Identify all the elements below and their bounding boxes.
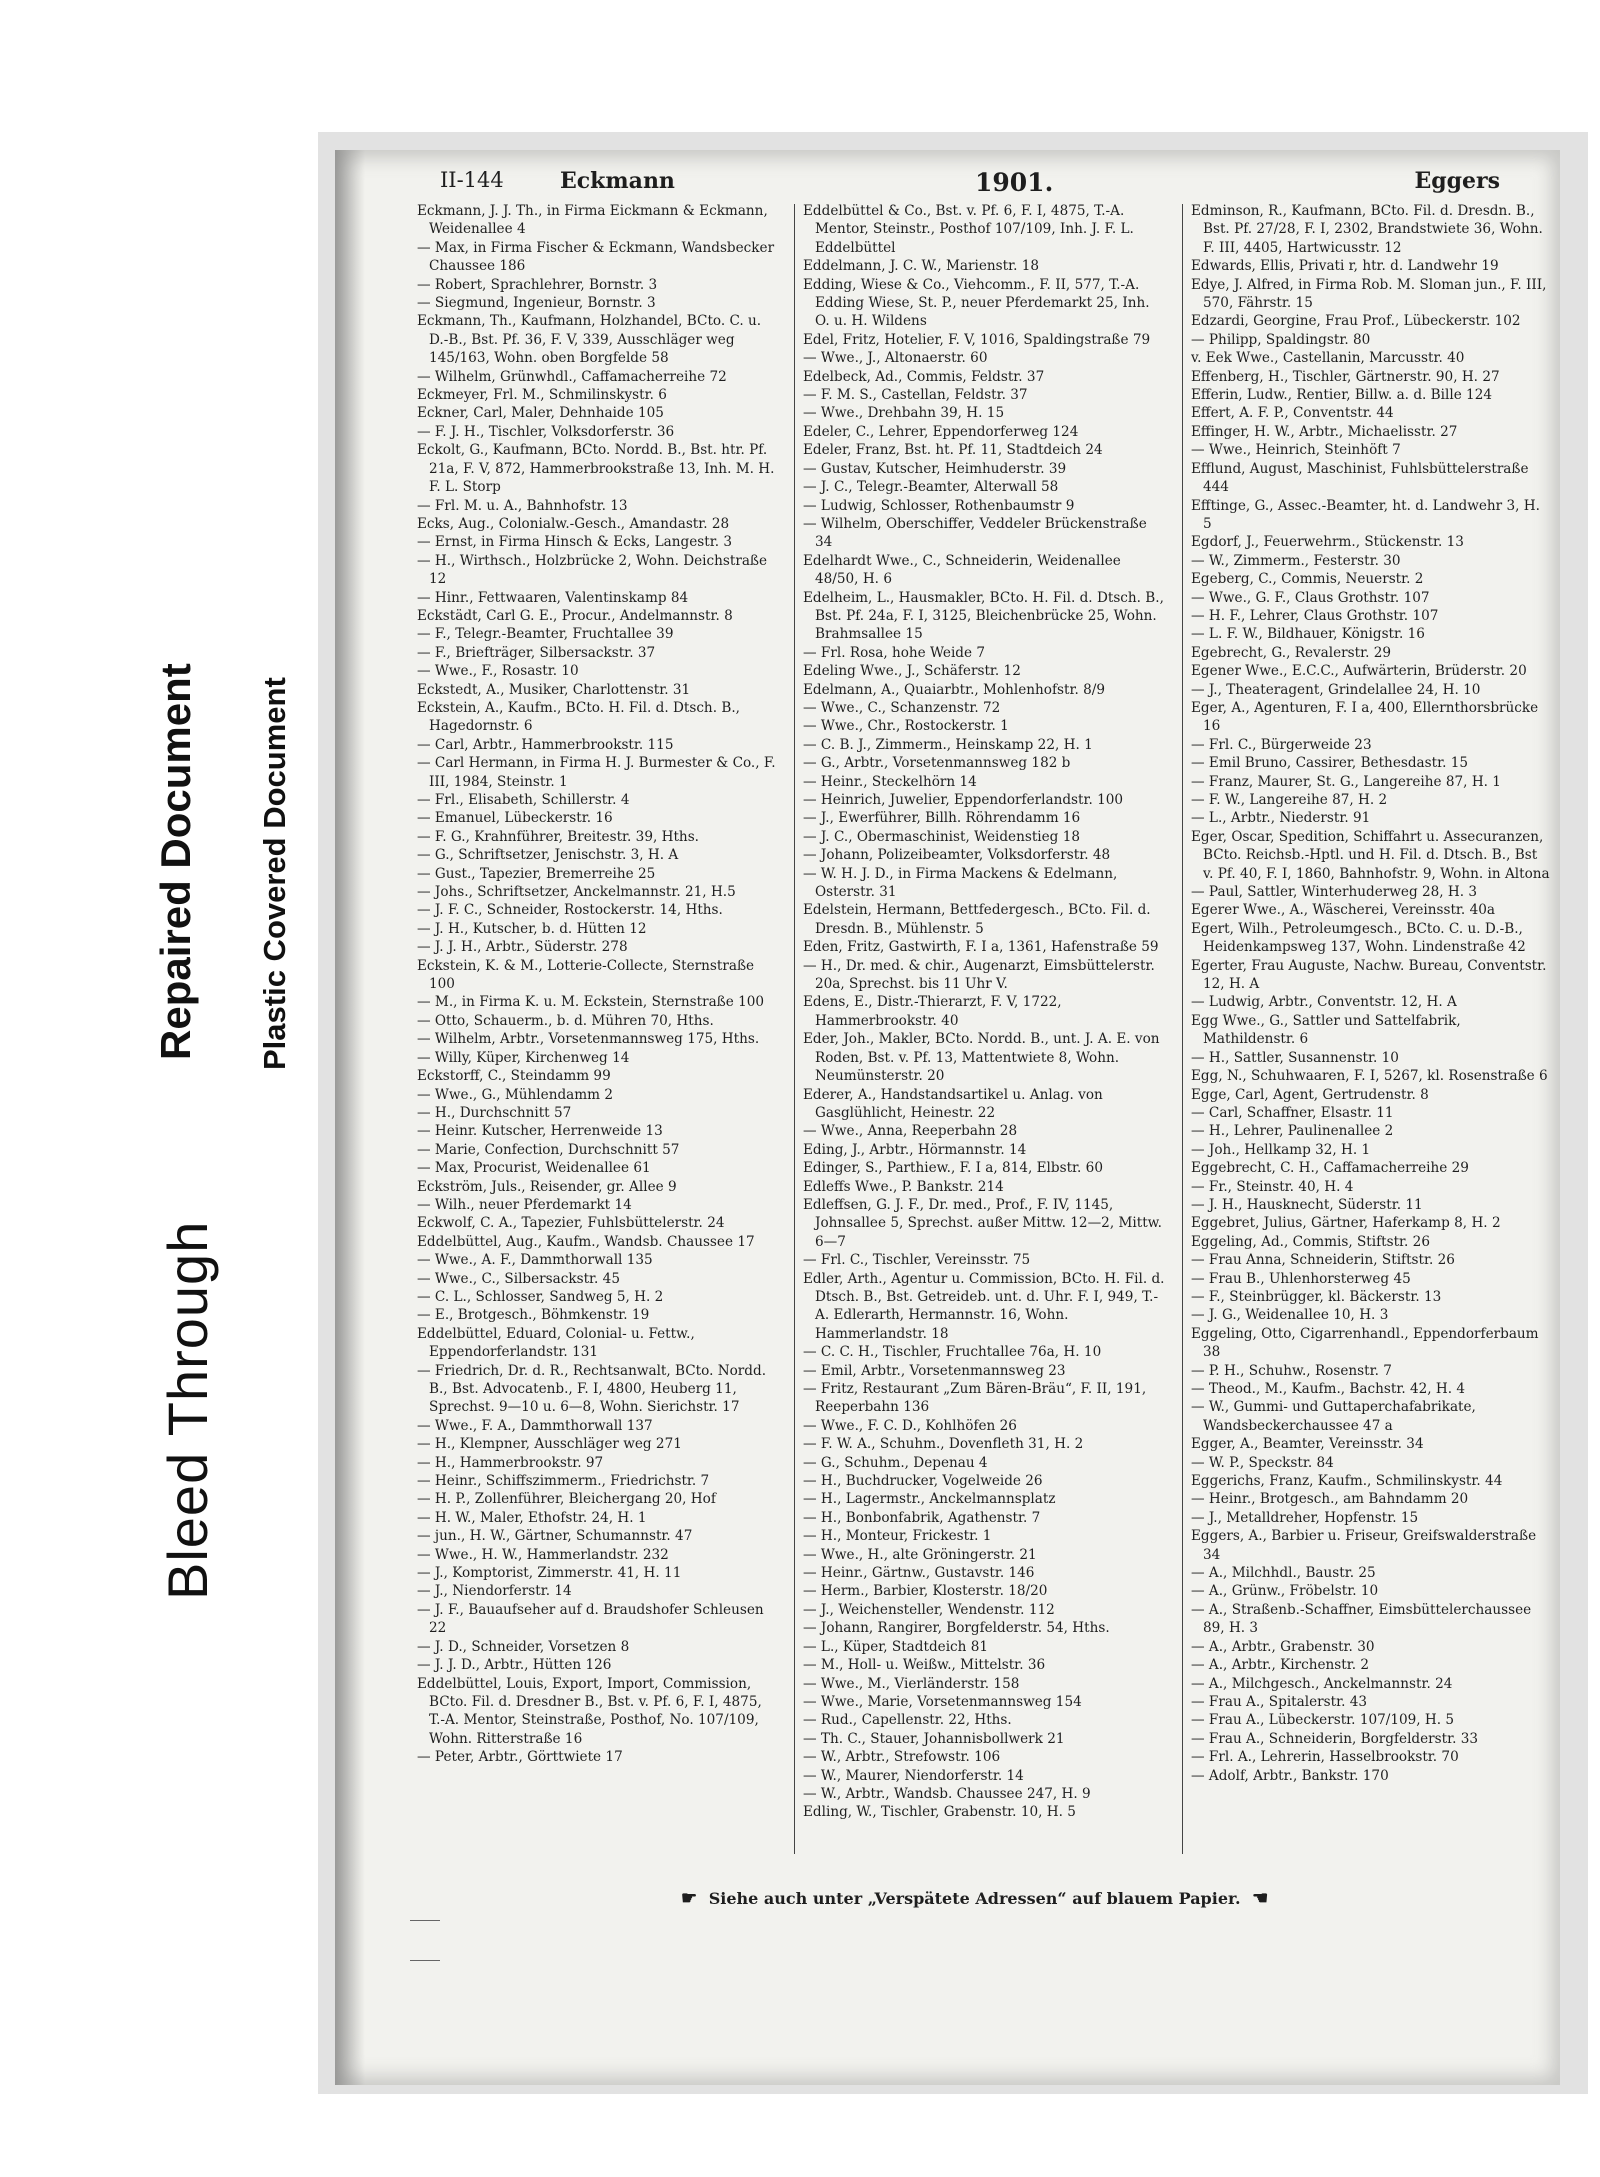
directory-entry: Egerter, Frau Auguste, Nachw. Bureau, Conventstr. 12, H. A	[1191, 957, 1547, 993]
directory-entry: Eggeling, Otto, Cigarrenhandl., Eppendorferbaum 38	[1191, 1325, 1539, 1361]
directory-entry: — J. J. D., Arbtr., Hütten 126	[417, 1657, 612, 1674]
margin-line	[410, 1960, 440, 1961]
directory-entry: Edeler, Franz, Bst. ht. Pf. 11, Stadtdeich 24	[803, 442, 1103, 459]
directory-entry: — J., Komptorist, Zimmerstr. 41, H. 11	[417, 1565, 682, 1582]
column-divider	[794, 204, 795, 1854]
directory-entry: Eckstorff, C., Steindamm 99	[417, 1068, 611, 1085]
directory-entry: Effert, A. F. P., Conventstr. 44	[1191, 405, 1394, 422]
directory-entry: Eckolt, G., Kaufmann, BCto. Nordd. B., Bst. htr. Pf. 21a, F. V, 872, Hammerbrookstraße 13, Inh. M. H. F. L. Storp	[417, 442, 775, 496]
directory-entry: — Fr., Steinstr. 40, H. 4	[1191, 1178, 1354, 1195]
directory-entry: Eggers, A., Barbier u. Friseur, Greifswalderstraße 34	[1191, 1528, 1537, 1563]
directory-entry: — H. W., Maler, Ethofstr. 24, H. 1	[417, 1509, 647, 1526]
directory-entry: — J. D., Schneider, Vorsetzen 8	[417, 1638, 630, 1655]
directory-entry: — Wwe., Anna, Reeperbahn 28	[803, 1123, 1018, 1140]
directory-entry: — M., in Firma K. u. M. Eckstein, Sternstraße 100	[417, 994, 765, 1011]
directory-entry: — Frl. Rosa, hohe Weide 7	[803, 644, 986, 661]
directory-entry: — Paul, Sattler, Winterhuderweg 28, H. 3	[1191, 884, 1478, 901]
directory-entry: Eddelbüttel, Aug., Kaufm., Wandsb. Chaussee 17	[417, 1233, 755, 1250]
directory-entry: — Wwe., C., Schanzenstr. 72	[803, 699, 1001, 716]
pointing-hand-icon: ☚	[1252, 1888, 1269, 1909]
directory-entry: — W., Zimmerm., Festerstr. 30	[1191, 552, 1401, 569]
directory-entry: — C. L., Schlosser, Sandweg 5, H. 2	[417, 1288, 664, 1305]
directory-entry: — P. H., Schuhw., Rosenstr. 7	[1191, 1362, 1392, 1379]
directory-entry: Edwards, Ellis, Privati r, htr. d. Landwehr 19	[1191, 258, 1499, 275]
directory-entry: — Adolf, Arbtr., Bankstr. 170	[1191, 1767, 1389, 1784]
directory-entry: — Wwe., Marie, Vorsetenmannsweg 154	[803, 1693, 1082, 1710]
column-2	[803, 202, 1168, 1852]
directory-entry: — Wwe., F. C. D., Kohlhöfen 26	[803, 1417, 1017, 1434]
directory-entry: — Heinr., Steckelhörn 14	[803, 773, 977, 790]
directory-entry: — Philipp, Spaldingstr. 80	[1191, 331, 1371, 348]
directory-entry: — W., Arbtr., Wandsb. Chaussee 247, H. 9	[803, 1785, 1091, 1802]
directory-entry: Edens, E., Distr.-Thierarzt, F. V, 1722, Hammerbrookstr. 40	[803, 994, 1062, 1029]
directory-entry: — Wwe., F. A., Dammthorwall 137	[417, 1417, 653, 1434]
directory-entry: — J. J. H., Arbtr., Süderstr. 278	[417, 939, 628, 956]
directory-entry: — Heinr., Gärtnw., Gustavstr. 146	[803, 1565, 1035, 1582]
directory-entry: — H., Lagermstr., Anckelmannsplatz	[803, 1491, 1056, 1508]
directory-entry: — A., Arbtr., Grabenstr. 30	[1191, 1638, 1375, 1655]
directory-entry: Egg, N., Schuhwaaren, F. I, 5267, kl. Rosenstraße 6	[1191, 1068, 1548, 1085]
page-footer	[675, 1888, 1274, 1909]
directory-entry: — J. F., Bauaufseher auf d. Braudshofer Schleusen 22	[417, 1601, 764, 1637]
directory-entry: — Frl. C., Bürgerweide 23	[1191, 736, 1372, 753]
directory-entry: — Wwe., F., Rosastr. 10	[417, 663, 579, 680]
directory-entry: Eggebrecht, C. H., Caffamacherreihe 29	[1191, 1160, 1469, 1177]
directory-entry: — Wilhelm, Arbtr., Vorsetenmannsweg 175, Hths.	[417, 1031, 760, 1048]
directory-entry: — Wwe., H. W., Hammerlandstr. 232	[417, 1546, 669, 1563]
directory-entry: — Wwe., Heinrich, Steinhöft 7	[1191, 442, 1401, 459]
directory-entry: Eckwolf, C. A., Tapezier, Fuhlsbüttelerstr. 24	[417, 1215, 725, 1232]
directory-entry: Egerer Wwe., A., Wäscherei, Vereinsstr. 40a	[1191, 902, 1495, 919]
directory-entry: — Frau A., Lübeckerstr. 107/109, H. 5	[1191, 1712, 1455, 1729]
directory-entry: Egert, Wilh., Petroleumgesch., BCto. C. u. D.-B., Heidenkampsweg 137, Wohn. Lindenstraße 42	[1191, 920, 1526, 956]
directory-entry: — J. F. C., Schneider, Rostockerstr. 14, Hths.	[417, 902, 723, 919]
directory-entry: Edleffsen, G. J. F., Dr. med., Prof., F. IV, 1145, Johnsallee 5, Sprechst. außer Mittw. 12—2, Mittw. 6—7	[803, 1196, 1163, 1250]
directory-entry: Edling, W., Tischler, Grabenstr. 10, H. 5	[803, 1804, 1076, 1821]
directory-entry: — L. F. W., Bildhauer, Königstr. 16	[1191, 626, 1425, 643]
directory-entry: — Emil, Arbtr., Vorsetenmannsweg 23	[803, 1362, 1066, 1379]
directory-entry: — H. F., Lehrer, Claus Grothstr. 107	[1191, 607, 1439, 624]
directory-entry: — F. W., Langereihe 87, H. 2	[1191, 792, 1388, 808]
directory-entry: — Siegmund, Ingenieur, Bornstr. 3	[417, 295, 656, 312]
directory-entry: Eggerichs, Franz, Kaufm., Schmilinskystr. 44	[1191, 1473, 1503, 1490]
directory-entry: — Herm., Barbier, Klosterstr. 18/20	[803, 1583, 1048, 1600]
repaired-document-label: Repaired Document	[152, 663, 199, 1060]
directory-entry: Ecks, Aug., Colonialw.-Gesch., Amandastr. 28	[417, 515, 730, 532]
directory-entry: — H., Wirthsch., Holzbrücke 2, Wohn. Deichstraße 12	[417, 552, 768, 588]
directory-entry: — H., Bonbonfabrik, Agathenstr. 7	[803, 1509, 1041, 1526]
directory-entry: Eddelbüttel & Co., Bst. v. Pf. 6, F. I, 4875, T.-A. Mentor, Steinstr., Posthof 107/109, Inh. J. F. L. Eddelbüttel	[803, 203, 1134, 256]
directory-entry: Eckström, Juls., Reisender, gr. Allee 9	[417, 1178, 677, 1195]
directory-entry: Edelstein, Hermann, Bettfedergesch., BCto. Fil. d. Dresdn. B., Mühlenstr. 5	[803, 902, 1151, 937]
directory-entry: Edler, Arth., Agentur u. Commission, BCto. H. Fil. d. Dtsch. B., Bst. Getreideb. unt. d. Uhr. F. I, 949, T.-A. Edlerarth, Hermannstr. 16, Wohn. Hammerlandstr. 18	[803, 1270, 1165, 1342]
column-3	[1191, 202, 1551, 1852]
directory-entry: — Heinr., Schiffszimmerm., Friedrichstr. 7	[417, 1473, 710, 1490]
directory-entry: — J. G., Weidenallee 10, H. 3	[1191, 1307, 1389, 1324]
left-catchword: Eckmann	[560, 168, 675, 194]
directory-entry: — Frau A., Spitalerstr. 43	[1191, 1693, 1368, 1710]
directory-entry: Edleffs Wwe., P. Bankstr. 214	[803, 1178, 1004, 1195]
directory-entry: Eckstein, K. & M., Lotterie-Collecte, Sternstraße 100	[417, 957, 755, 993]
directory-entry: — Th. C., Stauer, Johannisbollwerk 21	[803, 1730, 1065, 1747]
directory-entry: Edye, J. Alfred, in Firma Rob. M. Sloman jun., F. III, 570, Fährstr. 15	[1191, 276, 1547, 312]
directory-entry: — Frau A., Schneiderin, Borgfelderstr. 33	[1191, 1730, 1479, 1747]
directory-entry: — A., Milchgesch., Anckelmannstr. 24	[1191, 1675, 1453, 1692]
footer-note: Siehe auch unter „Verspätete Adressen“ auf blauem Papier.	[708, 1889, 1241, 1908]
directory-entry: — L., Küper, Stadtdeich 81	[803, 1638, 989, 1655]
directory-entry: Edel, Fritz, Hotelier, F. V, 1016, Spaldingstraße 79	[803, 331, 1151, 348]
directory-entry: — F. M. S., Castellan, Feldstr. 37	[803, 387, 1028, 404]
directory-entry: — Wwe., J., Altonaerstr. 60	[803, 350, 988, 367]
directory-entry: v. Eek Wwe., Castellanin, Marcusstr. 40	[1191, 350, 1465, 367]
directory-entry: Eddelbüttel, Louis, Export, Import, Commission, BCto. Fil. d. Dresdner B., Bst. v. Pf. 6, F. I, 4875, T.-A. Mentor, Steinstraße, Posthof, No. 107/109, Wohn. Ritterstraße 16	[417, 1675, 762, 1747]
directory-entry: — Wilhelm, Grünwhdl., Caffamacherreihe 72	[417, 368, 727, 385]
directory-entry: — Wwe., C., Silbersackstr. 45	[417, 1270, 620, 1287]
directory-entry: — W., Arbtr., Strefowstr. 106	[803, 1749, 1001, 1766]
directory-entry: — Frl. M. u. A., Bahnhofstr. 13	[417, 497, 628, 514]
directory-entry: — Joh., Hellkamp 32, H. 1	[1191, 1141, 1371, 1158]
directory-entry: — H., Hammerbrookstr. 97	[417, 1454, 604, 1471]
directory-entry: — Peter, Arbtr., Görttwiete 17	[417, 1749, 623, 1766]
directory-entry: Edelmann, A., Quaiarbtr., Mohlenhofstr. 8/9	[803, 681, 1105, 698]
directory-entry: — H., Dr. med. & chir., Augenarzt, Eimsbüttelerstr. 20a, Sprechst. bis 11 Uhr V.	[803, 957, 1155, 993]
directory-entry: — M., Holl- u. Weißw., Mittelstr. 36	[803, 1657, 1046, 1674]
bleed-through-label: Bleed Through	[156, 1220, 219, 1600]
directory-entry: — A., Straßenb.-Schaffner, Eimsbüttelerchaussee 89, H. 3	[1191, 1601, 1532, 1637]
directory-entry: — C. C. H., Tischler, Fruchtallee 76a, H. 10	[803, 1344, 1102, 1361]
directory-entry: — W. H. J. D., in Firma Mackens & Edelmann, Osterstr. 31	[803, 865, 1118, 901]
directory-entry: — H. P., Zollenführer, Bleichergang 20, Hof	[417, 1491, 716, 1508]
directory-entry: — Wwe., Chr., Rostockerstr. 1	[803, 718, 1009, 735]
directory-entry: — Wwe., G. F., Claus Grothstr. 107	[1191, 589, 1430, 606]
directory-entry: — Fritz, Restaurant „Zum Bären-Bräu“, F. II, 191, Reeperbahn 136	[803, 1381, 1147, 1416]
directory-entry: — Otto, Schauerm., b. d. Mühren 70, Hths.	[417, 1012, 714, 1029]
directory-entry: Eckmeyer, Frl. M., Schmilinskystr. 6	[417, 387, 667, 404]
page-header	[335, 168, 1560, 202]
directory-entry: — Wilh., neuer Pferdemarkt 14	[417, 1196, 632, 1213]
directory-entry: — H., Durchschnitt 57	[417, 1104, 572, 1121]
directory-entry: — Robert, Sprachlehrer, Bornstr. 3	[417, 276, 658, 293]
directory-entry: — C. B. J., Zimmerm., Heinskamp 22, H. 1	[803, 736, 1093, 753]
directory-entry: Edminson, R., Kaufmann, BCto. Fil. d. Dresdn. B., Bst. Pf. 27/28, F. I, 2302, Brandstwiete 36, Wohn. F. III, 4405, Hartwicusstr. 12	[1191, 203, 1543, 256]
directory-entry: — Ludwig, Schlosser, Rothenbaumstr 9	[803, 497, 1075, 514]
margin-line	[410, 1920, 440, 1921]
column-divider	[1182, 204, 1183, 1854]
directory-entry: — Wwe., A. F., Dammthorwall 135	[417, 1252, 653, 1269]
directory-entry: — A., Milchhdl., Baustr. 25	[1191, 1565, 1376, 1582]
directory-entry: — A., Grünw., Fröbelstr. 10	[1191, 1583, 1379, 1600]
directory-entry: — J., Ewerführer, Billh. Röhrendamm 16	[803, 810, 1081, 827]
directory-entry: Effinger, H. W., Arbtr., Michaelisstr. 27	[1191, 423, 1458, 440]
directory-entry: Eckmann, J. J. Th., in Firma Eickmann & Eckmann, Weidenallee 4	[417, 203, 768, 238]
directory-entry: Eding, J., Arbtr., Hörmannstr. 14	[803, 1141, 1027, 1158]
directory-entry: — F. W. A., Schuhm., Dovenfleth 31, H. 2	[803, 1436, 1084, 1453]
directory-entry: Eden, Fritz, Gastwirth, F. I a, 1361, Hafenstraße 59	[803, 939, 1159, 956]
directory-entry: Edinger, S., Parthiew., F. I a, 814, Elbstr. 60	[803, 1160, 1103, 1177]
directory-entry: — Franz, Maurer, St. G., Langereihe 87, H. 1	[1191, 773, 1501, 790]
directory-entry: — J., Niendorferstr. 14	[417, 1583, 572, 1600]
directory-entry: Edding, Wiese & Co., Viehcomm., F. II, 577, T.-A. Edding Wiese, St. P., neuer Pferdemarkt 25, Inh. O. u. H. Wildens	[803, 276, 1150, 330]
directory-entry: Egg Wwe., G., Sattler und Sattelfabrik, Mathildenstr. 6	[1191, 1012, 1461, 1048]
directory-entry: Efferin, Ludw., Rentier, Billw. a. d. Bille 124	[1191, 387, 1493, 404]
directory-entry: — H., Klempner, Ausschläger weg 271	[417, 1436, 682, 1453]
directory-entry: — Gustav, Kutscher, Heimhuderstr. 39	[803, 460, 1067, 477]
directory-entry: Edzardi, Georgine, Frau Prof., Lübeckerstr. 102	[1191, 313, 1521, 330]
directory-entry: — J. C., Obermaschinist, Weidenstieg 18	[803, 828, 1080, 845]
directory-entry: — A., Arbtr., Kirchenstr. 2	[1191, 1657, 1370, 1674]
directory-entry: — Wwe., M., Vierländerstr. 158	[803, 1675, 1020, 1692]
directory-entry: Edelbeck, Ad., Commis, Feldstr. 37	[803, 368, 1045, 385]
directory-entry: — Johann, Polizeibeamter, Volksdorferstr. 48	[803, 847, 1111, 864]
directory-entry: Eger, Oscar, Spedition, Schiffahrt u. Assecuranzen, BCto. Reichsb.-Hptl. und H. Fil. d. Dtsch. B., Bst v. Pf. 40, F. I, 1860, Bahnhofstr. 9, Wohn. in Altona	[1191, 828, 1550, 882]
directory-entry: — Max, in Firma Fischer & Eckmann, Wandsbecker Chaussee 186	[417, 239, 775, 275]
directory-entry: — Max, Procurist, Weidenallee 61	[417, 1160, 651, 1177]
directory-entry: — J. C., Telegr.-Beamter, Alterwall 58	[803, 479, 1059, 496]
directory-entry: — Frl. A., Lehrerin, Hasselbrookstr. 70	[1191, 1749, 1459, 1766]
directory-entry: Egger, A., Beamter, Vereinsstr. 34	[1191, 1436, 1424, 1453]
directory-entry: Egge, Carl, Agent, Gertrudenstr. 8	[1191, 1086, 1429, 1103]
directory-entry: — Carl, Arbtr., Hammerbrookstr. 115	[417, 736, 674, 753]
directory-entry: Egdorf, J., Feuerwehrm., Stückenstr. 13	[1191, 534, 1464, 551]
page-year: 1901.	[975, 168, 1054, 197]
directory-entry: — W., Maurer, Niendorferstr. 14	[803, 1767, 1024, 1784]
directory-entry: Egeberg, C., Commis, Neuerstr. 2	[1191, 571, 1424, 588]
directory-entry: — Wwe., Drehbahn 39, H. 15	[803, 405, 1005, 422]
directory-entry: — Heinr., Brotgesch., am Bahndamm 20	[1191, 1491, 1469, 1508]
directory-entry: Effenberg, H., Tischler, Gärtnerstr. 90, H. 27	[1191, 368, 1500, 385]
directory-entry: — J., Weichensteller, Wendenstr. 112	[803, 1601, 1055, 1618]
directory-entry: — J. H., Kutscher, b. d. Hütten 12	[417, 920, 647, 937]
directory-entry: Efflund, August, Maschinist, Fuhlsbüttelerstraße 444	[1191, 460, 1529, 496]
page-number: II-144	[440, 168, 504, 192]
directory-entry: — Carl, Schaffner, Elsastr. 11	[1191, 1104, 1394, 1121]
directory-entry: — Johs., Schriftsetzer, Anckelmannstr. 21, H.5	[417, 884, 736, 901]
directory-entry: Eggeling, Ad., Commis, Stiftstr. 26	[1191, 1233, 1430, 1250]
plastic-covered-label: Plastic Covered Document	[257, 677, 292, 1070]
directory-page	[335, 150, 1560, 2085]
directory-entry: — F., Telegr.-Beamter, Fruchtallee 39	[417, 626, 674, 643]
directory-entry: — F., Steinbrügger, kl. Bäckerstr. 13	[1191, 1288, 1442, 1305]
directory-entry: — Gust., Tapezier, Bremerreihe 25	[417, 865, 656, 882]
directory-entry: Efftinge, G., Assec.-Beamter, ht. d. Landwehr 3, H. 5	[1191, 497, 1540, 532]
directory-entry: — Frau B., Uhlenhorsterweg 45	[1191, 1270, 1411, 1287]
directory-entry: — Rud., Capellenstr. 22, Hths.	[803, 1712, 1012, 1729]
directory-entry: Eger, A., Agenturen, F. I a, 400, Ellernthorsbrücke 16	[1191, 699, 1539, 735]
directory-entry: Egener Wwe., E.C.C., Aufwärterin, Brüderstr. 20	[1191, 663, 1527, 680]
directory-entry: — Carl Hermann, in Firma H. J. Burmester & Co., F. III, 1984, Steinstr. 1	[417, 755, 776, 790]
directory-entry: — Marie, Confection, Durchschnitt 57	[417, 1141, 680, 1158]
directory-entry: Edelheim, L., Hausmakler, BCto. H. Fil. d. Dtsch. B., Bst. Pf. 24a, F. I, 3125, Bleichenbrücke 25, Wohn. Brahmsallee 15	[803, 589, 1164, 643]
directory-entry: — H., Monteur, Frickestr. 1	[803, 1528, 992, 1545]
directory-entry: — W., Gummi- und Guttaperchafabrikate, Wandsbeckerchaussee 47 a	[1191, 1399, 1476, 1434]
directory-entry: — Friedrich, Dr. d. R., Rechtsanwalt, BCto. Nordd. B., Bst. Advocatenb., F. I, 4800, Heuberg 11, Sprechst. 9—10 u. 6—8, Wohn. Sierichstr. 17	[417, 1362, 767, 1416]
directory-entry: — F., Briefträger, Silbersackstr. 37	[417, 644, 656, 661]
directory-entry: — Willy, Küper, Kirchenweg 14	[417, 1049, 630, 1066]
directory-entry: — Theod., M., Kaufm., Bachstr. 42, H. 4	[1191, 1381, 1466, 1397]
directory-entry: — Emil Bruno, Cassirer, Bethesdastr. 15	[1191, 755, 1469, 772]
directory-entry: — H., Lehrer, Paulinenallee 2	[1191, 1123, 1394, 1140]
directory-entry: — L., Arbtr., Niederstr. 91	[1191, 810, 1371, 827]
directory-entry: Eckstedt, A., Musiker, Charlottenstr. 31	[417, 681, 691, 698]
directory-entry: — H., Sattler, Susannenstr. 10	[1191, 1049, 1399, 1066]
column-1	[417, 202, 782, 1852]
directory-entry: — E., Brotgesch., Böhmkenstr. 19	[417, 1307, 650, 1324]
directory-entry: Eckstädt, Carl G. E., Procur., Andelmannstr. 8	[417, 607, 733, 624]
directory-entry: — Emanuel, Lübeckerstr. 16	[417, 810, 613, 827]
directory-entry: — J., Metalldreher, Hopfenstr. 15	[1191, 1509, 1419, 1526]
directory-entry: — Wwe., G., Mühlendamm 2	[417, 1086, 614, 1103]
directory-entry: — Wilhelm, Oberschiffer, Veddeler Brückenstraße 34	[803, 515, 1147, 551]
directory-entry: — Heinr. Kutscher, Herrenweide 13	[417, 1123, 663, 1140]
directory-entry: — W. P., Speckstr. 84	[1191, 1454, 1334, 1471]
pointing-hand-icon: ☛	[681, 1888, 698, 1909]
directory-entry: — G., Schriftsetzer, Jenischstr. 3, H. A	[417, 847, 679, 864]
directory-entry: — Frl. C., Tischler, Vereinsstr. 75	[803, 1252, 1031, 1269]
directory-entry: Egebrecht, G., Revalerstr. 29	[1191, 644, 1392, 661]
directory-entry: — Johann, Rangirer, Borgfelderstr. 54, Hths.	[803, 1620, 1110, 1637]
directory-entry: Eggebret, Julius, Gärtner, Haferkamp 8, H. 2	[1191, 1215, 1501, 1232]
directory-entry: Eckstein, A., Kaufm., BCto. H. Fil. d. Dtsch. B., Hagedornstr. 6	[417, 699, 740, 735]
directory-entry: — Ludwig, Arbtr., Conventstr. 12, H. A	[1191, 994, 1457, 1011]
directory-entry: — J., Theateragent, Grindelallee 24, H. 10	[1191, 681, 1481, 698]
directory-entry: — H., Buchdrucker, Vogelweide 26	[803, 1473, 1043, 1490]
directory-entry: — Heinrich, Juwelier, Eppendorferlandstr. 100	[803, 792, 1124, 808]
directory-entry: Eddelmann, J. C. W., Marienstr. 18	[803, 258, 1040, 275]
directory-entry: Eddelbüttel, Eduard, Colonial- u. Fettw., Eppendorferlandstr. 131	[417, 1325, 695, 1361]
directory-entry: — jun., H. W., Gärtner, Schumannstr. 47	[417, 1528, 693, 1545]
directory-entry: — G., Schuhm., Depenau 4	[803, 1454, 988, 1471]
directory-entry: — J. H., Hausknecht, Süderstr. 11	[1191, 1196, 1423, 1213]
directory-entry: Eder, Joh., Makler, BCto. Nordd. B., unt. J. A. E. von Roden, Bst. v. Pf. 13, Mattentwiete 8, Wohn. Neumünsterstr. 20	[803, 1031, 1160, 1085]
directory-entry: — Wwe., H., alte Gröningerstr. 21	[803, 1546, 1037, 1563]
directory-entry: Eckner, Carl, Maler, Dehnhaide 105	[417, 405, 664, 422]
directory-entry: Edeling Wwe., J., Schäferstr. 12	[803, 663, 1021, 680]
directory-entry: Eckmann, Th., Kaufmann, Holzhandel, BCto. C. u. D.-B., Bst. Pf. 36, F. V, 339, Ausschläger weg 145/163, Wohn. oben Borgfelde 58	[417, 313, 762, 367]
directory-entry: — Frau Anna, Schneiderin, Stiftstr. 26	[1191, 1252, 1455, 1269]
directory-entry: — F. J. H., Tischler, Volksdorferstr. 36	[417, 423, 675, 440]
right-catchword: Eggers	[1414, 168, 1500, 194]
directory-entry: — Hinr., Fettwaaren, Valentinskamp 84	[417, 589, 689, 606]
directory-entry: — Ernst, in Firma Hinsch & Ecks, Langestr. 3	[417, 534, 732, 551]
directory-entry: — Frl., Elisabeth, Schillerstr. 4	[417, 792, 630, 808]
directory-entry: Edeler, C., Lehrer, Eppendorferweg 124	[803, 423, 1079, 440]
directory-entry: Edelhardt Wwe., C., Schneiderin, Weidenallee 48/50, H. 6	[803, 552, 1121, 588]
directory-entry: — F. G., Krahnführer, Breitestr. 39, Hths.	[417, 828, 699, 845]
directory-entry: — G., Arbtr., Vorsetenmannsweg 182 b	[803, 755, 1071, 772]
directory-entry: Ederer, A., Handstandsartikel u. Anlag. von Gasglühlicht, Heinestr. 22	[803, 1086, 1103, 1121]
